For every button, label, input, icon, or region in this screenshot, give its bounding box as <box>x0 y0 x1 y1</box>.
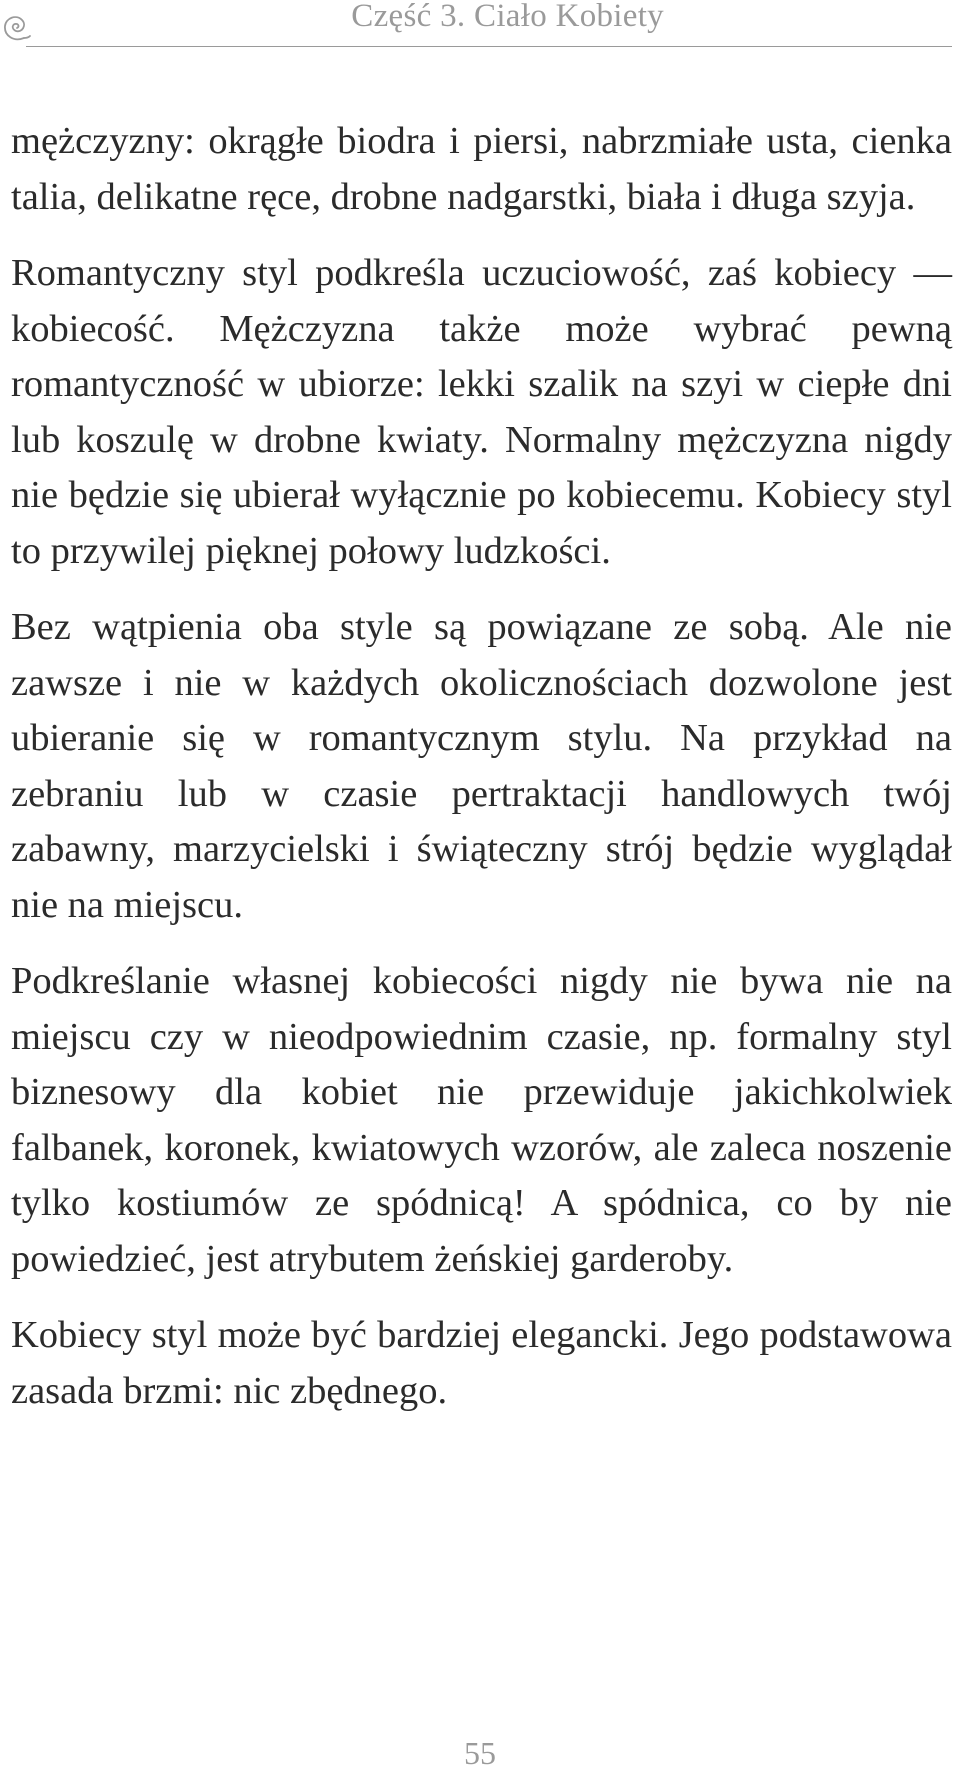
page-body <box>11 114 952 1440</box>
header-rule <box>26 46 952 47</box>
paragraph: Kobiecy styl może być bardziej elegancki. Jego podstawowa zasada brzmi: nic zbędnego. <box>11 1314 952 1412</box>
spiral-ornament-icon <box>2 12 32 42</box>
page-header <box>0 0 960 50</box>
running-header-title: Część 3. Ciało Kobiety <box>351 0 664 34</box>
paragraph: Podkreślanie własnej kobiecości nigdy nie bywa nie na miejscu czy w nieodpowiednim czasie, np. formalny styl biznesowy dla kobiet nie przewiduje jakichkolwiek falbanek, koronek, kwiatowych wzorów, ale zaleca noszenie tylko kostiumów ze spódnicą! A spódnica, co by nie powiedzieć, jest atrybutem żeńskiej garderoby. <box>11 960 952 1280</box>
paragraph: mężczyzny: okrągłe biodra i piersi, nabrzmiałe usta, cienka talia, delikatne ręce, drobne nadgarstki, biała i długa szyja. <box>11 120 952 218</box>
paragraph: Romantyczny styl podkreśla uczuciowość, zaś kobiecy — kobiecość. Mężczyzna także może wybrać pewną romantyczność w ubiorze: lekki szalik na szyi w ciepłe dni lub koszulę w drobne kwiaty. Normalny mężczyzna nigdy nie będzie się ubierał wyłącznie po kobiecemu. Kobiecy styl to przywilej pięknej połowy ludzkości. <box>11 252 952 572</box>
page-number: 55 <box>464 1735 496 1771</box>
paragraph: Bez wątpienia oba style są powiązane ze sobą. Ale nie zawsze i nie w każdych okolicznościach dozwolone jest ubieranie się w romantycznym stylu. Na przykład na zebraniu lub w czasie pertraktacji handlowych twój zabawny, marzycielski i świąteczny strój będzie wyglądał nie na miejscu. <box>11 606 952 926</box>
